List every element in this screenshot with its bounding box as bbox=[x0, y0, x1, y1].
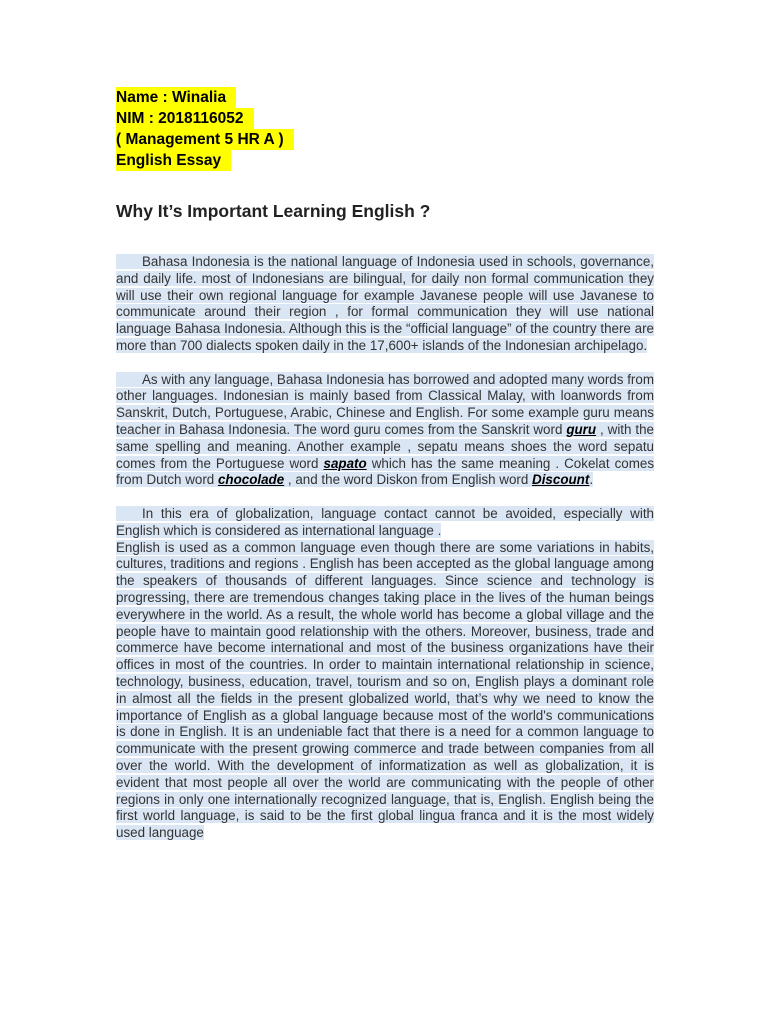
student-header bbox=[116, 87, 294, 171]
word-discount: Discount bbox=[532, 472, 590, 488]
paragraph-2-text-1: As with any language, Bahasa Indonesia has borrowed and adopted many words from other languages. Indonesian is mainly based from Classical Malay, with loanwords from Sanskrit, Dutch, Portuguese, Arabic, Chinese and English. For some example guru means teacher in Bahasa Indonesia. The word guru comes from the Sanskrit word bbox=[116, 371, 654, 437]
student-class: ( Management 5 HR A ) bbox=[116, 129, 294, 150]
paragraph-4 bbox=[116, 540, 654, 842]
paragraph-2-text-5: . bbox=[589, 472, 594, 488]
word-guru: guru bbox=[566, 421, 597, 437]
essay-body bbox=[116, 254, 654, 842]
student-name: Name : Winalia bbox=[116, 87, 236, 108]
word-chocolade: chocolade bbox=[217, 472, 285, 488]
paragraph-1 bbox=[116, 254, 654, 355]
paragraph-3 bbox=[116, 506, 654, 540]
paragraph-4-text: English is used as a common language even though there are some variations in habits, cultures, traditions and regions . English has been accepted as the global language among the speakers of thousands of different languages. Since science and technology is progressing, there are tremendous changes taking place in the lives of the human beings everywhere in the world. As a result, the whole world has become a global village and the people have to maintain good relationship with the others. Moreover, business, trade and commerce have become international and most of the business organizations have their offices in most of the countries. In order to maintain international relationship in science, technology, business, education, travel, tourism and so on, English plays a dominant role in almost all the fields in the present globalized world, that’s why we need to know the importance of English as a global language because most of the world's communications is done in English. It is an undeniable fact that there is a need for a common language to communicate with the present growing commerce and trade between companies from all over the world. With the development of informatization as well as globalization, it is evident that most people all over the world are communicating with the people of other regions in only one internationally recognized language, that is, English. English being the first world language, is said to be the first global lingua franca and it is the most widely used language bbox=[116, 539, 654, 841]
essay-subject: English Essay bbox=[116, 150, 231, 171]
paragraph-2-text-4: , and the word Diskon from English word bbox=[284, 472, 533, 488]
essay-title: Why It’s Important Learning English ? bbox=[116, 201, 431, 221]
paragraph-3-text: In this era of globalization, language contact cannot be avoided, especially with English which is considered as international language . bbox=[116, 505, 654, 538]
student-nim: NIM : 2018116052 bbox=[116, 108, 254, 129]
paragraph-2-text-3: which has the same meaning . Cokelat comes from Dutch word bbox=[116, 455, 655, 488]
word-sapato: sapato bbox=[323, 455, 367, 471]
paragraph-1-text: Bahasa Indonesia is the national language of Indonesia used in schools, governance, and daily life. most of Indonesians are bilingual, for daily non formal communication they will use their own regional language for example Javanese people will use Javanese to communicate around their region , for formal communication they will use national language Bahasa Indonesia. Although this is the “official language” of the country there are more than 700 dialects spoken daily in the 17,600+ islands of the Indonesian archipelago. bbox=[116, 254, 654, 353]
paragraph-2-text-2: , with the same spelling and meaning. Another example , sepatu means shoes the word sepatu comes from the Portuguese word bbox=[116, 421, 655, 471]
paragraph-2 bbox=[116, 372, 654, 490]
